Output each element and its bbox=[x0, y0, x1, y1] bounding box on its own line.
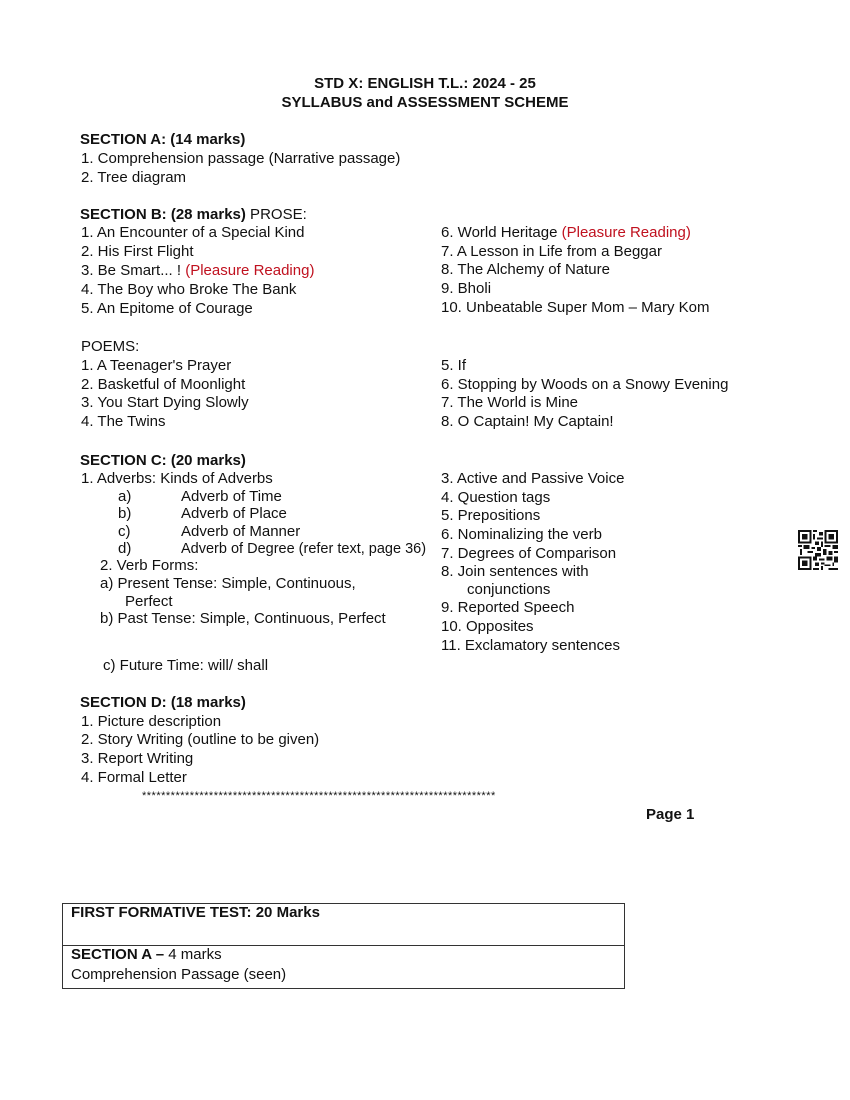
grammar-item: 6. Nominalizing the verb bbox=[441, 526, 602, 543]
section-b-prose-label: PROSE: bbox=[245, 206, 307, 223]
prose-item: 8. The Alchemy of Nature bbox=[441, 261, 610, 278]
pleasure-reading-note: (Pleasure Reading) bbox=[561, 224, 691, 241]
poem-item: 1. A Teenager's Prayer bbox=[81, 357, 232, 374]
adverb-kind: Adverb of Manner bbox=[181, 523, 301, 540]
future-time: c) Future Time: will/ shall bbox=[103, 657, 269, 674]
section-a-item: 2. Tree diagram bbox=[81, 169, 187, 186]
grammar-item: 5. Prepositions bbox=[441, 507, 541, 524]
section-d-item: 1. Picture description bbox=[81, 713, 222, 730]
poem-item: 4. The Twins bbox=[81, 413, 166, 430]
poem-item: 2. Basketful of Moonlight bbox=[81, 376, 246, 393]
page-title: STD X: ENGLISH T.L.: 2024 - 25 bbox=[314, 75, 536, 92]
prose-item: 6. World Heritage bbox=[441, 224, 562, 241]
section-a-heading: SECTION A: (14 marks) bbox=[80, 131, 246, 148]
grammar-item: 9. Reported Speech bbox=[441, 599, 575, 616]
prose-item: 5. An Epitome of Courage bbox=[81, 300, 253, 317]
grammar-item: 11. Exclamatory sentences bbox=[441, 637, 620, 654]
prose-item: 9. Bholi bbox=[441, 280, 492, 297]
past-tense: b) Past Tense: Simple, Continuous, Perfect bbox=[100, 610, 386, 627]
section-a-item: 1. Comprehension passage (Narrative passage) bbox=[81, 150, 401, 167]
adverb-kind: Adverb of Time bbox=[181, 488, 282, 505]
poem-item: 3. You Start Dying Slowly bbox=[81, 394, 249, 411]
prose-item: 3. Be Smart... ! bbox=[81, 262, 186, 279]
adverbs-label: 1. Adverbs: Kinds of Adverbs bbox=[81, 470, 273, 487]
pleasure-reading-note: (Pleasure Reading) bbox=[185, 262, 315, 279]
adverb-letter: c) bbox=[118, 523, 131, 540]
prose-item: 10. Unbeatable Super Mom – Mary Kom bbox=[441, 299, 710, 316]
verb-forms-label: 2. Verb Forms: bbox=[100, 557, 199, 574]
grammar-item: 10. Opposites bbox=[441, 618, 534, 635]
grammar-item: 4. Question tags bbox=[441, 489, 551, 506]
adverb-kind: Adverb of Degree (refer text, page 36) bbox=[181, 541, 427, 557]
adverb-kind: Adverb of Place bbox=[181, 505, 287, 522]
prose-item-line bbox=[81, 262, 314, 280]
formative-test-header-row bbox=[63, 904, 624, 946]
adverb-letter: d) bbox=[118, 540, 132, 557]
formative-section-marks: 4 marks bbox=[164, 946, 222, 963]
formative-test-table bbox=[62, 903, 625, 989]
prose-item: 4. The Boy who Broke The Bank bbox=[81, 281, 297, 298]
prose-item-line bbox=[441, 224, 691, 242]
grammar-item-cont: conjunctions bbox=[467, 581, 551, 598]
section-d-heading: SECTION D: (18 marks) bbox=[80, 694, 246, 711]
formative-section-heading: SECTION A – bbox=[71, 946, 165, 963]
formative-section-item: Comprehension Passage (seen) bbox=[71, 966, 287, 983]
page-subtitle: SYLLABUS and ASSESSMENT SCHEME bbox=[281, 94, 569, 111]
section-c-heading: SECTION C: (20 marks) bbox=[80, 452, 246, 469]
prose-item: 7. A Lesson in Life from a Beggar bbox=[441, 243, 662, 260]
section-d-item: 2. Story Writing (outline to be given) bbox=[81, 731, 320, 748]
prose-item: 2. His First Flight bbox=[81, 243, 194, 260]
present-tense-cont: Perfect bbox=[125, 593, 173, 610]
formative-test-title: FIRST FORMATIVE TEST: 20 Marks bbox=[71, 904, 320, 921]
present-tense: a) Present Tense: Simple, Continuous, bbox=[100, 575, 356, 592]
qr-code-icon bbox=[798, 530, 838, 570]
prose-item: 1. An Encounter of a Special Kind bbox=[81, 224, 305, 241]
poem-item: 6. Stopping by Woods on a Snowy Evening bbox=[441, 376, 729, 393]
adverb-letter: a) bbox=[118, 488, 132, 505]
poem-item: 8. O Captain! My Captain! bbox=[441, 413, 614, 430]
divider-stars: ************************************************************************** bbox=[142, 790, 496, 802]
formative-section-line bbox=[71, 946, 222, 964]
poems-heading: POEMS: bbox=[81, 338, 140, 355]
section-b-heading: SECTION B: (28 marks) bbox=[80, 206, 246, 223]
adverb-letter: b) bbox=[118, 505, 132, 522]
poem-item: 5. If bbox=[441, 357, 467, 374]
section-d-item: 4. Formal Letter bbox=[81, 769, 187, 786]
grammar-item: 3. Active and Passive Voice bbox=[441, 470, 625, 487]
page-number: Page 1 bbox=[646, 806, 695, 823]
section-d-item: 3. Report Writing bbox=[81, 750, 194, 767]
grammar-item: 8. Join sentences with bbox=[441, 563, 589, 580]
section-b-heading-line bbox=[80, 206, 307, 224]
poem-item: 7. The World is Mine bbox=[441, 394, 578, 411]
grammar-item: 7. Degrees of Comparison bbox=[441, 545, 617, 562]
